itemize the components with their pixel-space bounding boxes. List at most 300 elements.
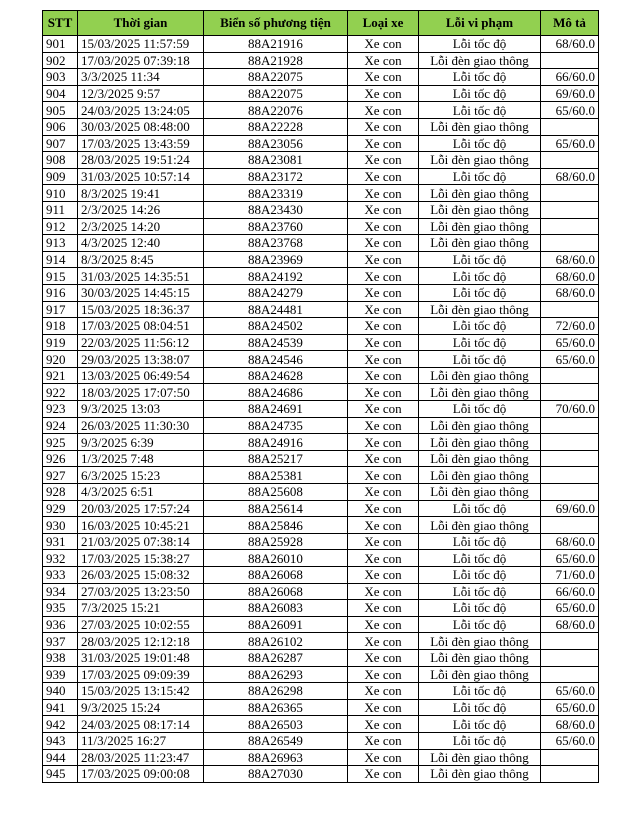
cell-vehicle-type: Xe con	[348, 301, 419, 318]
cell-description	[541, 118, 599, 135]
cell-stt: 908	[43, 152, 78, 169]
cell-stt: 927	[43, 467, 78, 484]
cell-time: 9/3/2025 6:39	[78, 434, 204, 451]
cell-description: 68/60.0	[541, 168, 599, 185]
cell-vehicle-type: Xe con	[348, 732, 419, 749]
cell-time: 4/3/2025 6:51	[78, 484, 204, 501]
table-row	[43, 616, 599, 633]
cell-violation: Lỗi đèn giao thông	[419, 367, 541, 384]
cell-plate: 88A26298	[204, 683, 348, 700]
cell-violation: Lỗi tốc độ	[419, 351, 541, 368]
cell-description: 70/60.0	[541, 401, 599, 418]
cell-stt: 931	[43, 533, 78, 550]
cell-plate: 88A22075	[204, 69, 348, 86]
cell-vehicle-type: Xe con	[348, 318, 419, 335]
cell-description	[541, 367, 599, 384]
cell-stt: 906	[43, 118, 78, 135]
violations-table	[42, 10, 599, 783]
cell-time: 6/3/2025 15:23	[78, 467, 204, 484]
cell-plate: 88A22228	[204, 118, 348, 135]
cell-stt: 943	[43, 732, 78, 749]
cell-vehicle-type: Xe con	[348, 52, 419, 69]
cell-vehicle-type: Xe con	[348, 384, 419, 401]
cell-description: 69/60.0	[541, 85, 599, 102]
cell-violation: Lỗi tốc độ	[419, 583, 541, 600]
cell-stt: 910	[43, 185, 78, 202]
header-violation: Lỗi vi phạm	[419, 11, 541, 36]
cell-stt: 936	[43, 616, 78, 633]
cell-violation: Lỗi đèn giao thông	[419, 218, 541, 235]
cell-time: 9/3/2025 15:24	[78, 699, 204, 716]
cell-violation: Lỗi tốc độ	[419, 268, 541, 285]
cell-plate: 88A26287	[204, 649, 348, 666]
table-row	[43, 467, 599, 484]
cell-stt: 917	[43, 301, 78, 318]
cell-time: 27/03/2025 13:23:50	[78, 583, 204, 600]
cell-time: 31/03/2025 14:35:51	[78, 268, 204, 285]
cell-vehicle-type: Xe con	[348, 600, 419, 617]
table-row	[43, 633, 599, 650]
cell-stt: 901	[43, 36, 78, 53]
cell-plate: 88A26068	[204, 567, 348, 584]
cell-violation: Lỗi tốc độ	[419, 102, 541, 119]
cell-plate: 88A23768	[204, 235, 348, 252]
cell-plate: 88A24686	[204, 384, 348, 401]
cell-violation: Lỗi tốc độ	[419, 699, 541, 716]
cell-violation: Lỗi đèn giao thông	[419, 766, 541, 783]
cell-time: 8/3/2025 8:45	[78, 251, 204, 268]
cell-time: 17/03/2025 15:38:27	[78, 550, 204, 567]
cell-violation: Lỗi tốc độ	[419, 567, 541, 584]
cell-plate: 88A22075	[204, 85, 348, 102]
cell-violation: Lỗi đèn giao thông	[419, 118, 541, 135]
cell-time: 18/03/2025 17:07:50	[78, 384, 204, 401]
cell-vehicle-type: Xe con	[348, 683, 419, 700]
cell-plate: 88A23172	[204, 168, 348, 185]
cell-vehicle-type: Xe con	[348, 152, 419, 169]
cell-description: 65/60.0	[541, 699, 599, 716]
cell-stt: 929	[43, 500, 78, 517]
table-row	[43, 102, 599, 119]
table-row	[43, 533, 599, 550]
cell-violation: Lỗi đèn giao thông	[419, 417, 541, 434]
table-row	[43, 235, 599, 252]
cell-stt: 939	[43, 666, 78, 683]
cell-time: 17/03/2025 08:04:51	[78, 318, 204, 335]
cell-violation: Lỗi tốc độ	[419, 716, 541, 733]
cell-plate: 88A23760	[204, 218, 348, 235]
cell-time: 17/03/2025 13:43:59	[78, 135, 204, 152]
cell-stt: 928	[43, 484, 78, 501]
cell-vehicle-type: Xe con	[348, 649, 419, 666]
cell-description	[541, 52, 599, 69]
table-row	[43, 85, 599, 102]
cell-vehicle-type: Xe con	[348, 367, 419, 384]
cell-description	[541, 384, 599, 401]
cell-stt: 935	[43, 600, 78, 617]
table-row	[43, 384, 599, 401]
cell-time: 17/03/2025 09:09:39	[78, 666, 204, 683]
cell-description	[541, 301, 599, 318]
cell-description	[541, 235, 599, 252]
cell-stt: 913	[43, 235, 78, 252]
cell-violation: Lỗi đèn giao thông	[419, 749, 541, 766]
cell-violation: Lỗi đèn giao thông	[419, 301, 541, 318]
cell-stt: 942	[43, 716, 78, 733]
cell-plate: 88A24539	[204, 334, 348, 351]
table-row	[43, 401, 599, 418]
cell-description	[541, 666, 599, 683]
cell-vehicle-type: Xe con	[348, 467, 419, 484]
table-row	[43, 334, 599, 351]
cell-plate: 88A24481	[204, 301, 348, 318]
cell-stt: 941	[43, 699, 78, 716]
cell-plate: 88A21916	[204, 36, 348, 53]
cell-stt: 938	[43, 649, 78, 666]
cell-violation: Lỗi đèn giao thông	[419, 434, 541, 451]
cell-violation: Lỗi tốc độ	[419, 168, 541, 185]
cell-description	[541, 201, 599, 218]
cell-time: 1/3/2025 7:48	[78, 450, 204, 467]
cell-vehicle-type: Xe con	[348, 102, 419, 119]
cell-violation: Lỗi đèn giao thông	[419, 633, 541, 650]
cell-time: 11/3/2025 16:27	[78, 732, 204, 749]
cell-plate: 88A26293	[204, 666, 348, 683]
cell-stt: 903	[43, 69, 78, 86]
cell-plate: 88A26503	[204, 716, 348, 733]
cell-description: 65/60.0	[541, 600, 599, 617]
table-body	[43, 36, 599, 783]
table-row	[43, 284, 599, 301]
cell-stt: 921	[43, 367, 78, 384]
cell-plate: 88A23081	[204, 152, 348, 169]
cell-vehicle-type: Xe con	[348, 36, 419, 53]
table-row	[43, 699, 599, 716]
cell-violation: Lỗi đèn giao thông	[419, 649, 541, 666]
cell-violation: Lỗi đèn giao thông	[419, 666, 541, 683]
cell-vehicle-type: Xe con	[348, 235, 419, 252]
header-description: Mô tả	[541, 11, 599, 36]
cell-violation: Lỗi tốc độ	[419, 616, 541, 633]
table-row	[43, 318, 599, 335]
cell-violation: Lỗi đèn giao thông	[419, 384, 541, 401]
cell-vehicle-type: Xe con	[348, 500, 419, 517]
cell-violation: Lỗi đèn giao thông	[419, 450, 541, 467]
cell-time: 30/03/2025 14:45:15	[78, 284, 204, 301]
cell-time: 16/03/2025 10:45:21	[78, 517, 204, 534]
cell-stt: 905	[43, 102, 78, 119]
cell-time: 2/3/2025 14:20	[78, 218, 204, 235]
cell-time: 22/03/2025 11:56:12	[78, 334, 204, 351]
cell-description: 71/60.0	[541, 567, 599, 584]
table-row	[43, 434, 599, 451]
cell-time: 31/03/2025 19:01:48	[78, 649, 204, 666]
cell-vehicle-type: Xe con	[348, 749, 419, 766]
cell-vehicle-type: Xe con	[348, 85, 419, 102]
cell-vehicle-type: Xe con	[348, 268, 419, 285]
cell-violation: Lỗi đèn giao thông	[419, 517, 541, 534]
table-row	[43, 732, 599, 749]
cell-time: 21/03/2025 07:38:14	[78, 533, 204, 550]
table-row	[43, 550, 599, 567]
cell-violation: Lỗi đèn giao thông	[419, 484, 541, 501]
cell-vehicle-type: Xe con	[348, 766, 419, 783]
table-row	[43, 484, 599, 501]
cell-description: 65/60.0	[541, 732, 599, 749]
cell-vehicle-type: Xe con	[348, 118, 419, 135]
table-row	[43, 36, 599, 53]
cell-plate: 88A25846	[204, 517, 348, 534]
cell-vehicle-type: Xe con	[348, 401, 419, 418]
cell-time: 28/03/2025 12:12:18	[78, 633, 204, 650]
cell-time: 26/03/2025 11:30:30	[78, 417, 204, 434]
cell-stt: 924	[43, 417, 78, 434]
cell-description: 69/60.0	[541, 500, 599, 517]
cell-vehicle-type: Xe con	[348, 168, 419, 185]
cell-description: 68/60.0	[541, 533, 599, 550]
table-row	[43, 268, 599, 285]
cell-plate: 88A24735	[204, 417, 348, 434]
cell-vehicle-type: Xe con	[348, 666, 419, 683]
table-row	[43, 69, 599, 86]
cell-time: 28/03/2025 19:51:24	[78, 152, 204, 169]
cell-vehicle-type: Xe con	[348, 633, 419, 650]
cell-violation: Lỗi tốc độ	[419, 732, 541, 749]
header-vehicle-type: Loại xe	[348, 11, 419, 36]
cell-vehicle-type: Xe con	[348, 699, 419, 716]
cell-plate: 88A24279	[204, 284, 348, 301]
cell-time: 15/03/2025 13:15:42	[78, 683, 204, 700]
cell-violation: Lỗi đèn giao thông	[419, 235, 541, 252]
cell-time: 31/03/2025 10:57:14	[78, 168, 204, 185]
cell-description: 68/60.0	[541, 36, 599, 53]
cell-violation: Lỗi đèn giao thông	[419, 52, 541, 69]
table-row	[43, 201, 599, 218]
cell-description: 65/60.0	[541, 334, 599, 351]
cell-violation: Lỗi tốc độ	[419, 683, 541, 700]
cell-time: 15/03/2025 11:57:59	[78, 36, 204, 53]
table-row	[43, 517, 599, 534]
table-row	[43, 683, 599, 700]
cell-stt: 916	[43, 284, 78, 301]
table-row	[43, 666, 599, 683]
cell-time: 12/3/2025 9:57	[78, 85, 204, 102]
cell-vehicle-type: Xe con	[348, 201, 419, 218]
cell-plate: 88A21928	[204, 52, 348, 69]
table-row	[43, 716, 599, 733]
cell-description: 66/60.0	[541, 69, 599, 86]
cell-description	[541, 766, 599, 783]
cell-time: 15/03/2025 18:36:37	[78, 301, 204, 318]
cell-plate: 88A24691	[204, 401, 348, 418]
cell-time: 4/3/2025 12:40	[78, 235, 204, 252]
cell-plate: 88A23430	[204, 201, 348, 218]
cell-violation: Lỗi tốc độ	[419, 550, 541, 567]
cell-vehicle-type: Xe con	[348, 135, 419, 152]
cell-description: 65/60.0	[541, 550, 599, 567]
cell-plate: 88A22076	[204, 102, 348, 119]
cell-time: 2/3/2025 14:26	[78, 201, 204, 218]
cell-violation: Lỗi tốc độ	[419, 251, 541, 268]
cell-stt: 918	[43, 318, 78, 335]
cell-description	[541, 467, 599, 484]
table-row	[43, 766, 599, 783]
cell-plate: 88A25217	[204, 450, 348, 467]
cell-description	[541, 152, 599, 169]
table-row	[43, 649, 599, 666]
cell-vehicle-type: Xe con	[348, 616, 419, 633]
cell-plate: 88A24628	[204, 367, 348, 384]
cell-description	[541, 185, 599, 202]
cell-violation: Lỗi tốc độ	[419, 36, 541, 53]
cell-description	[541, 434, 599, 451]
cell-violation: Lỗi đèn giao thông	[419, 467, 541, 484]
cell-description	[541, 218, 599, 235]
table-row	[43, 417, 599, 434]
table-row	[43, 152, 599, 169]
cell-plate: 88A26549	[204, 732, 348, 749]
table-row	[43, 500, 599, 517]
cell-violation: Lỗi tốc độ	[419, 85, 541, 102]
cell-time: 9/3/2025 13:03	[78, 401, 204, 418]
cell-vehicle-type: Xe con	[348, 450, 419, 467]
cell-violation: Lỗi tốc độ	[419, 401, 541, 418]
cell-vehicle-type: Xe con	[348, 434, 419, 451]
cell-plate: 88A27030	[204, 766, 348, 783]
cell-plate: 88A26963	[204, 749, 348, 766]
header-stt: STT	[43, 11, 78, 36]
cell-description: 65/60.0	[541, 102, 599, 119]
table-row	[43, 583, 599, 600]
cell-violation: Lỗi tốc độ	[419, 135, 541, 152]
cell-description	[541, 649, 599, 666]
cell-description: 68/60.0	[541, 616, 599, 633]
table-row	[43, 251, 599, 268]
cell-stt: 907	[43, 135, 78, 152]
cell-description: 68/60.0	[541, 251, 599, 268]
cell-time: 26/03/2025 15:08:32	[78, 567, 204, 584]
table-row	[43, 185, 599, 202]
cell-stt: 909	[43, 168, 78, 185]
cell-description: 66/60.0	[541, 583, 599, 600]
cell-plate: 88A25614	[204, 500, 348, 517]
cell-violation: Lỗi tốc độ	[419, 500, 541, 517]
cell-description: 72/60.0	[541, 318, 599, 335]
cell-plate: 88A23056	[204, 135, 348, 152]
cell-violation: Lỗi tốc độ	[419, 284, 541, 301]
cell-stt: 930	[43, 517, 78, 534]
table-row	[43, 218, 599, 235]
cell-stt: 932	[43, 550, 78, 567]
cell-plate: 88A26102	[204, 633, 348, 650]
table-row	[43, 52, 599, 69]
cell-vehicle-type: Xe con	[348, 550, 419, 567]
cell-stt: 922	[43, 384, 78, 401]
cell-plate: 88A26365	[204, 699, 348, 716]
cell-vehicle-type: Xe con	[348, 716, 419, 733]
cell-stt: 911	[43, 201, 78, 218]
cell-stt: 937	[43, 633, 78, 650]
cell-plate: 88A23319	[204, 185, 348, 202]
cell-plate: 88A25928	[204, 533, 348, 550]
cell-vehicle-type: Xe con	[348, 334, 419, 351]
cell-vehicle-type: Xe con	[348, 417, 419, 434]
cell-description	[541, 749, 599, 766]
header-plate: Biển số phương tiện	[204, 11, 348, 36]
cell-stt: 902	[43, 52, 78, 69]
cell-time: 7/3/2025 15:21	[78, 600, 204, 617]
cell-time: 24/03/2025 13:24:05	[78, 102, 204, 119]
table-row	[43, 301, 599, 318]
cell-stt: 945	[43, 766, 78, 783]
cell-violation: Lỗi tốc độ	[419, 533, 541, 550]
cell-violation: Lỗi tốc độ	[419, 334, 541, 351]
cell-violation: Lỗi đèn giao thông	[419, 152, 541, 169]
cell-plate: 88A24502	[204, 318, 348, 335]
cell-plate: 88A23969	[204, 251, 348, 268]
table-row	[43, 749, 599, 766]
cell-stt: 919	[43, 334, 78, 351]
cell-description	[541, 517, 599, 534]
cell-plate: 88A26068	[204, 583, 348, 600]
cell-stt: 940	[43, 683, 78, 700]
cell-description	[541, 484, 599, 501]
table-row	[43, 135, 599, 152]
cell-plate: 88A25381	[204, 467, 348, 484]
header-time: Thời gian	[78, 11, 204, 36]
cell-time: 3/3/2025 11:34	[78, 69, 204, 86]
table-row	[43, 567, 599, 584]
cell-stt: 934	[43, 583, 78, 600]
cell-violation: Lỗi đèn giao thông	[419, 201, 541, 218]
cell-time: 8/3/2025 19:41	[78, 185, 204, 202]
cell-time: 24/03/2025 08:17:14	[78, 716, 204, 733]
cell-vehicle-type: Xe con	[348, 218, 419, 235]
table-row	[43, 450, 599, 467]
cell-plate: 88A24192	[204, 268, 348, 285]
table-row	[43, 168, 599, 185]
cell-violation: Lỗi tốc độ	[419, 600, 541, 617]
cell-plate: 88A26010	[204, 550, 348, 567]
cell-plate: 88A26091	[204, 616, 348, 633]
cell-description	[541, 633, 599, 650]
cell-time: 29/03/2025 13:38:07	[78, 351, 204, 368]
cell-description: 65/60.0	[541, 683, 599, 700]
cell-time: 20/03/2025 17:57:24	[78, 500, 204, 517]
cell-vehicle-type: Xe con	[348, 351, 419, 368]
cell-vehicle-type: Xe con	[348, 517, 419, 534]
cell-vehicle-type: Xe con	[348, 251, 419, 268]
cell-time: 27/03/2025 10:02:55	[78, 616, 204, 633]
cell-vehicle-type: Xe con	[348, 567, 419, 584]
table-row	[43, 367, 599, 384]
cell-stt: 912	[43, 218, 78, 235]
cell-description: 65/60.0	[541, 135, 599, 152]
cell-description	[541, 417, 599, 434]
cell-violation: Lỗi tốc độ	[419, 69, 541, 86]
cell-stt: 923	[43, 401, 78, 418]
cell-stt: 904	[43, 85, 78, 102]
table-row	[43, 600, 599, 617]
cell-vehicle-type: Xe con	[348, 583, 419, 600]
cell-time: 17/03/2025 07:39:18	[78, 52, 204, 69]
cell-description: 65/60.0	[541, 351, 599, 368]
cell-time: 13/03/2025 06:49:54	[78, 367, 204, 384]
cell-time: 30/03/2025 08:48:00	[78, 118, 204, 135]
cell-vehicle-type: Xe con	[348, 185, 419, 202]
cell-stt: 926	[43, 450, 78, 467]
cell-time: 17/03/2025 09:00:08	[78, 766, 204, 783]
